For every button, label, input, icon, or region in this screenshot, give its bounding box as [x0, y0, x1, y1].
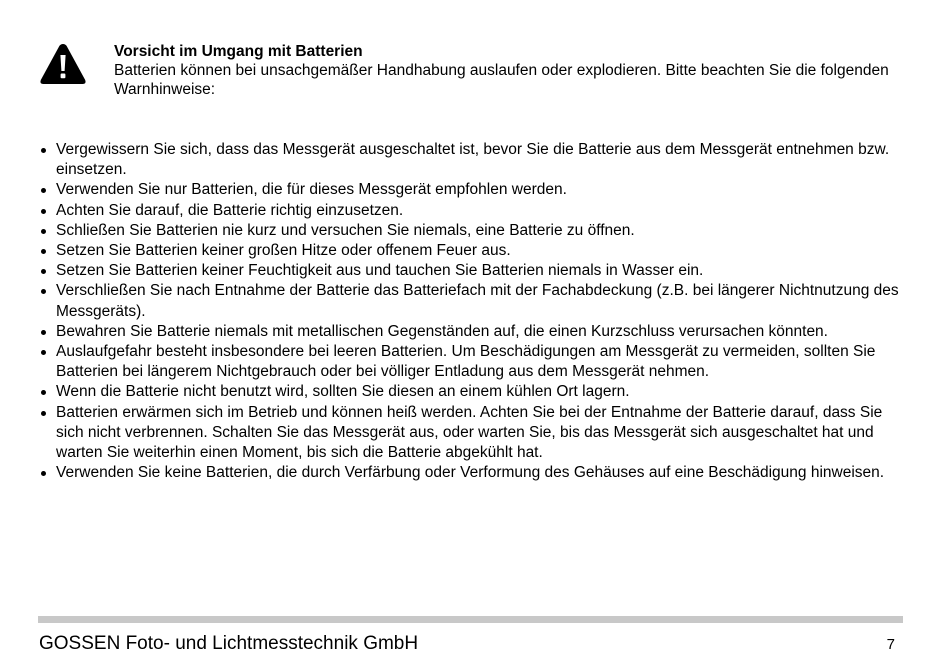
list-item: Bewahren Sie Batterie niemals mit metallischen Gegenständen auf, die einen Kurzschluss verursachen könnten.	[39, 322, 909, 342]
warning-triangle-icon	[39, 42, 87, 86]
footer-divider	[38, 616, 903, 623]
list-item: Verwenden Sie keine Batterien, die durch Verfärbung oder Verformung des Gehäuses auf eine Beschädigung hinweisen.	[39, 463, 909, 483]
warning-body: Batterien können bei unsachgemäßer Handhabung auslaufen oder explodieren. Bitte beachten Sie die folgenden Warnhinweise:	[114, 62, 889, 98]
list-item: Setzen Sie Batterien keiner Feuchtigkeit aus und tauchen Sie Batterien niemals in Wasser ein.	[39, 261, 909, 281]
page-number: 7	[886, 636, 895, 653]
footer-company-name: GOSSEN Foto- und Lichtmesstechnik GmbH	[39, 633, 419, 654]
warning-text	[114, 42, 899, 99]
list-item: Achten Sie darauf, die Batterie richtig einzusetzen.	[39, 201, 909, 221]
list-item: Auslaufgefahr besteht insbesondere bei leeren Batterien. Um Beschädigungen am Messgerät zu vermeiden, sollten Sie Batterien bei längerem Nichtgebrauch oder bei völliger Entladung aus dem Messgerät nehmen.	[39, 342, 909, 382]
warning-title: Vorsicht im Umgang mit Batterien	[114, 43, 363, 60]
list-item: Batterien erwärmen sich im Betrieb und können heiß werden. Achten Sie bei der Entnahme der Batterie darauf, dass Sie sich nicht verbrennen. Schalten Sie das Messgerät aus, oder warten Sie, bis das Messgerät sich ausgeschaltet hat und warten Sie weiterhin einen Moment, bis sich die Batterie abgekühlt hat.	[39, 403, 909, 464]
list-item: Setzen Sie Batterien keiner großen Hitze oder offenem Feuer aus.	[39, 241, 909, 261]
list-item: Schließen Sie Batterien nie kurz und versuchen Sie niemals, eine Batterie zu öffnen.	[39, 221, 909, 241]
battery-safety-list	[39, 140, 909, 483]
list-item: Wenn die Batterie nicht benutzt wird, sollten Sie diesen an einem kühlen Ort lagern.	[39, 382, 909, 402]
list-item: Verschließen Sie nach Entnahme der Batterie das Batteriefach mit der Fachabdeckung (z.B. bei längerer Nichtnutzung des Messgeräts).	[39, 281, 909, 321]
list-item: Vergewissern Sie sich, dass das Messgerät ausgeschaltet ist, bevor Sie die Batterie aus dem Messgerät entnehmen bzw. einsetzen.	[39, 140, 909, 180]
list-item: Verwenden Sie nur Batterien, die für dieses Messgerät empfohlen werden.	[39, 180, 909, 200]
